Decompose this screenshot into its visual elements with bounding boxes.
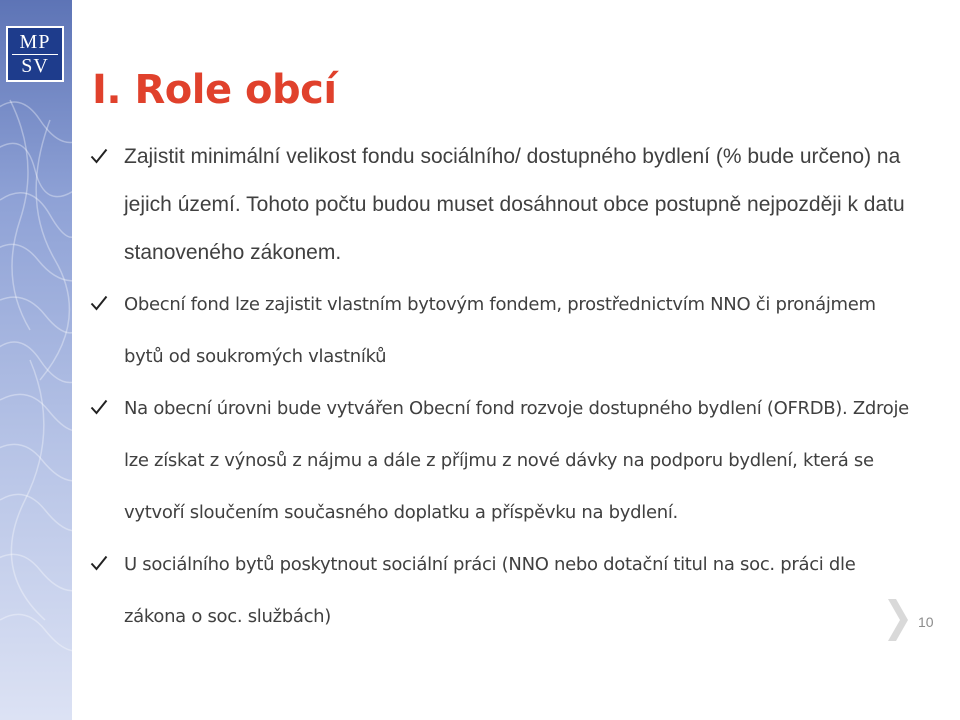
bullet-text: Zajistit minimální velikost fondu sociálního/ dostupného bydlení (% bude určeno) na jejich území. Tohoto počtu budou muset dosáhnout obce postupně nejpozději k datu stanoveného zákonem.	[124, 145, 905, 264]
slide-title: I. Role obcí	[92, 67, 337, 113]
bullet-text: U sociálního bytů poskytnout sociální práci (NNO nebo dotační titul na soc. práci dle zákona o soc. službách)	[124, 554, 856, 627]
bullet-item	[90, 539, 910, 643]
logo-line-2: SV	[21, 54, 49, 77]
bullet-list	[90, 133, 910, 643]
checkmark-icon	[90, 279, 124, 311]
chevron-right-icon[interactable]	[884, 597, 914, 647]
mpsv-logo	[6, 26, 64, 82]
bullet-item	[90, 133, 910, 277]
checkmark-icon	[90, 133, 124, 164]
bullet-text: Na obecní úrovni bude vytvářen Obecní fond rozvoje dostupného bydlení (OFRDB). Zdroje lze získat z výnosů z nájmu a dále z příjmu z nové dávky na podporu bydlení, která se vytvoří sloučením současného doplatku a příspěvku na bydlení.	[124, 398, 909, 523]
bullet-item	[90, 383, 910, 539]
checkmark-icon	[90, 539, 124, 571]
sidebar-pattern	[0, 0, 72, 720]
bullet-text: Obecní fond lze zajistit vlastním bytovým fondem, prostřednictvím NNO či pronájmem bytů od soukromých vlastníků	[124, 294, 876, 367]
decorative-sidebar	[0, 0, 72, 720]
logo-line-1: MP	[19, 30, 51, 53]
bullet-item	[90, 279, 910, 383]
page-number: 10	[918, 614, 934, 630]
checkmark-icon	[90, 383, 124, 415]
